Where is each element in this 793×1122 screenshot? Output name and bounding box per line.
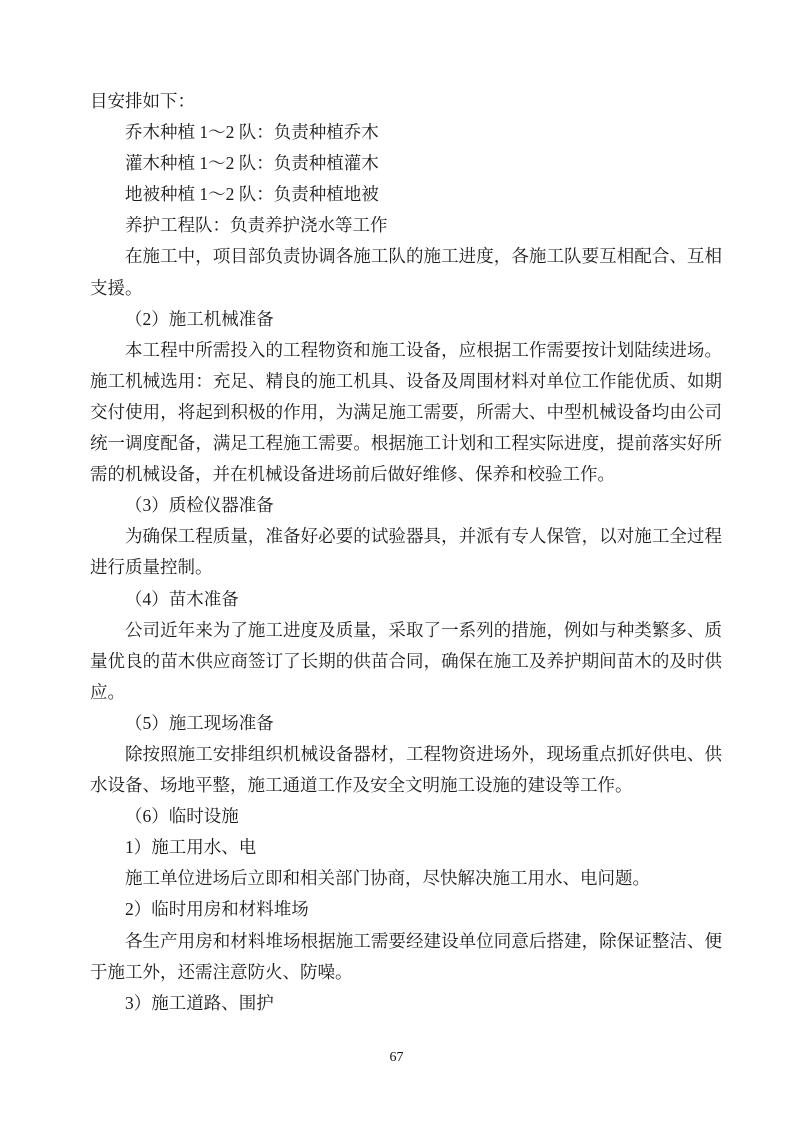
paragraph: （4）苗木准备 (125, 588, 239, 609)
paragraph: （2）施工机械准备 (125, 308, 274, 329)
paragraph: 3）施工道路、围护 (125, 992, 274, 1013)
document-body (90, 86, 722, 1019)
paragraph: 2）临时用房和材料堆场 (125, 899, 309, 920)
paragraph: 本工程中所需投入的工程物资和施工设备，应根据工作需要按计划陆续进场。施工机械选用：充足、精良的施工机具、设备及周围材料对单位工作能优质、如期交付使用，将起到积极的作用，为满足施工需要，所需大、中型机械设备均由公司统一调度配备，满足工程施工需要。根据施工计划和工程实际进度，提前落实好所需的机械设备，并在机械设备进场前后做好维修、保养和校验工作。 (90, 339, 722, 485)
paragraph: 灌木种植 1～2 队：负责种植灌木 (125, 153, 379, 174)
paragraph: 在施工中，项目部负责协调各施工队的施工进度，各施工队要互相配合、互相支援。 (90, 246, 722, 298)
paragraph: 公司近年来为了施工进度及质量，采取了一系列的措施，例如与种类繁多、质量优良的苗木供应商签订了长期的供苗合同，确保在施工及养护期间苗木的及时供应。 (90, 619, 722, 702)
paragraph: 施工单位进场后立即和相关部门协商，尽快解决施工用水、电问题。 (125, 868, 650, 889)
paragraph: 除按照施工安排组织机械设备器材，工程物资进场外，现场重点抓好供电、供水设备、场地平整，施工通道工作及安全文明施工设施的建设等工作。 (90, 743, 722, 796)
page-footer (0, 1048, 793, 1066)
page-number: 67 (389, 1050, 404, 1065)
paragraph: 为确保工程质量，准备好必要的试验器具，并派有专人保管，以对施工全过程进行质量控制。 (90, 526, 722, 578)
paragraph: 地被种植 1～2 队：负责种植地被 (125, 184, 379, 205)
paragraph: 养护工程队：负责养护浇水等工作 (125, 215, 388, 236)
paragraph: （6）临时设施 (125, 806, 239, 827)
paragraph: （5）施工现场准备 (125, 712, 274, 733)
paragraph: 目安排如下： (90, 91, 195, 111)
paragraph: 各生产用房和材料堆场根据施工需要经建设单位同意后搭建，除保证整洁、便于施工外，还需注意防火、防噪。 (90, 930, 722, 982)
paragraph: 乔木种植 1～2 队：负责种植乔木 (125, 122, 379, 143)
paragraph: （3）质检仪器准备 (125, 495, 274, 516)
paragraph: 1）施工用水、电 (125, 837, 257, 858)
